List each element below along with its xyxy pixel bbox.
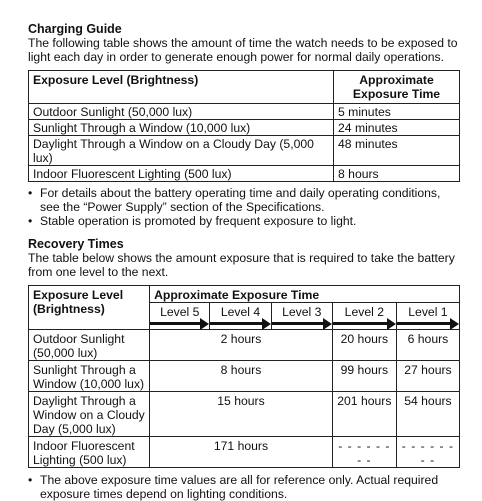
level-4-label: Level 4 <box>210 303 271 320</box>
to-level1-cell: - - - - - - - - <box>396 437 459 468</box>
exposure-level-cell: Daylight Through a Window on a Cloudy Day (5,000 lux) <box>29 392 150 437</box>
table-row <box>29 437 460 468</box>
exposure-time-cell: 5 minutes <box>334 104 460 120</box>
to-level2-cell: 20 hours <box>332 330 396 361</box>
right-arrow-icon <box>333 320 396 328</box>
table-row <box>29 120 460 136</box>
header-exposure-level: Exposure Level (Brightness) <box>29 71 334 104</box>
exposure-level-cell: Daylight Through a Window on a Cloudy Day (5,000 lux) <box>29 136 334 166</box>
exposure-time-cell: 48 minutes <box>334 136 460 166</box>
to-level2-cell: 201 hours <box>332 392 396 437</box>
right-arrow-icon <box>272 320 332 328</box>
note-item: • Stable operation is promoted by frequent exposure to light. <box>28 214 460 228</box>
charging-guide-intro: The following table shows the amount of time the watch needs to be exposed to light each day in order to generate enough power for normal daily operations. <box>28 36 458 64</box>
level-5-label: Level 5 <box>150 303 210 320</box>
to-level3-cell: 8 hours <box>150 361 333 392</box>
table-row <box>29 166 460 182</box>
exposure-level-cell: Outdoor Sunlight (50,000 lux) <box>29 330 150 361</box>
table-row <box>29 104 460 120</box>
arrow-cell <box>210 319 271 330</box>
to-level3-cell: 2 hours <box>150 330 333 361</box>
to-level1-cell: 54 hours <box>396 392 459 437</box>
to-level2-cell: 99 hours <box>332 361 396 392</box>
recovery-table <box>28 285 460 468</box>
right-arrow-icon <box>210 320 270 328</box>
to-level2-cell: - - - - - - - - <box>332 437 396 468</box>
table-row <box>29 136 460 166</box>
arrow-cell <box>150 319 210 330</box>
exposure-time-cell: 8 hours <box>334 166 460 182</box>
to-level1-cell: 27 hours <box>396 361 459 392</box>
note-item: • For details about the battery operating time and daily operating conditions, see the “Power Supply” section of the Specifications. <box>28 186 460 214</box>
manual-page <box>28 22 460 501</box>
table-row <box>29 392 460 437</box>
right-arrow-icon <box>397 320 459 328</box>
recovery-times-heading: Recovery Times <box>28 237 124 251</box>
charging-guide-heading: Charging Guide <box>28 22 122 36</box>
exposure-level-cell: Indoor Fluorescent Lighting (500 lux) <box>29 437 150 468</box>
charging-table <box>28 70 460 182</box>
level-3-label: Level 3 <box>271 303 332 320</box>
right-arrow-icon <box>150 320 209 328</box>
to-level1-cell: 6 hours <box>396 330 459 361</box>
exposure-level-cell: Sunlight Through a Window (10,000 lux) <box>29 120 334 136</box>
table-row <box>29 361 460 392</box>
arrow-cell <box>332 319 396 330</box>
exposure-time-cell: 24 minutes <box>334 120 460 136</box>
to-level3-cell: 171 hours <box>150 437 333 468</box>
arrow-cell <box>396 319 459 330</box>
header-exposure-time: Approximate Exposure Time <box>334 71 460 104</box>
charging-table-header <box>29 71 460 104</box>
exposure-level-cell: Outdoor Sunlight (50,000 lux) <box>29 104 334 120</box>
level-2-label: Level 2 <box>332 303 396 320</box>
note-item: • The above exposure time values are all for reference only. Actual required exposure times depend on lighting conditions. <box>28 473 460 501</box>
exposure-level-cell: Indoor Fluorescent Lighting (500 lux) <box>29 166 334 182</box>
arrow-cell <box>271 319 332 330</box>
table-row <box>29 330 460 361</box>
header-exposure-level: Exposure Level (Brightness) <box>29 286 150 330</box>
exposure-level-cell: Sunlight Through a Window (10,000 lux) <box>29 361 150 392</box>
header-exposure-time: Approximate Exposure Time <box>150 286 460 303</box>
level-1-label: Level 1 <box>396 303 459 320</box>
charging-notes <box>28 186 460 228</box>
recovery-header-row <box>29 286 460 303</box>
recovery-notes <box>28 473 460 501</box>
recovery-times-intro: The table below shows the amount exposure that is required to take the battery from one level to the next. <box>28 251 455 279</box>
to-level3-cell: 15 hours <box>150 392 333 437</box>
